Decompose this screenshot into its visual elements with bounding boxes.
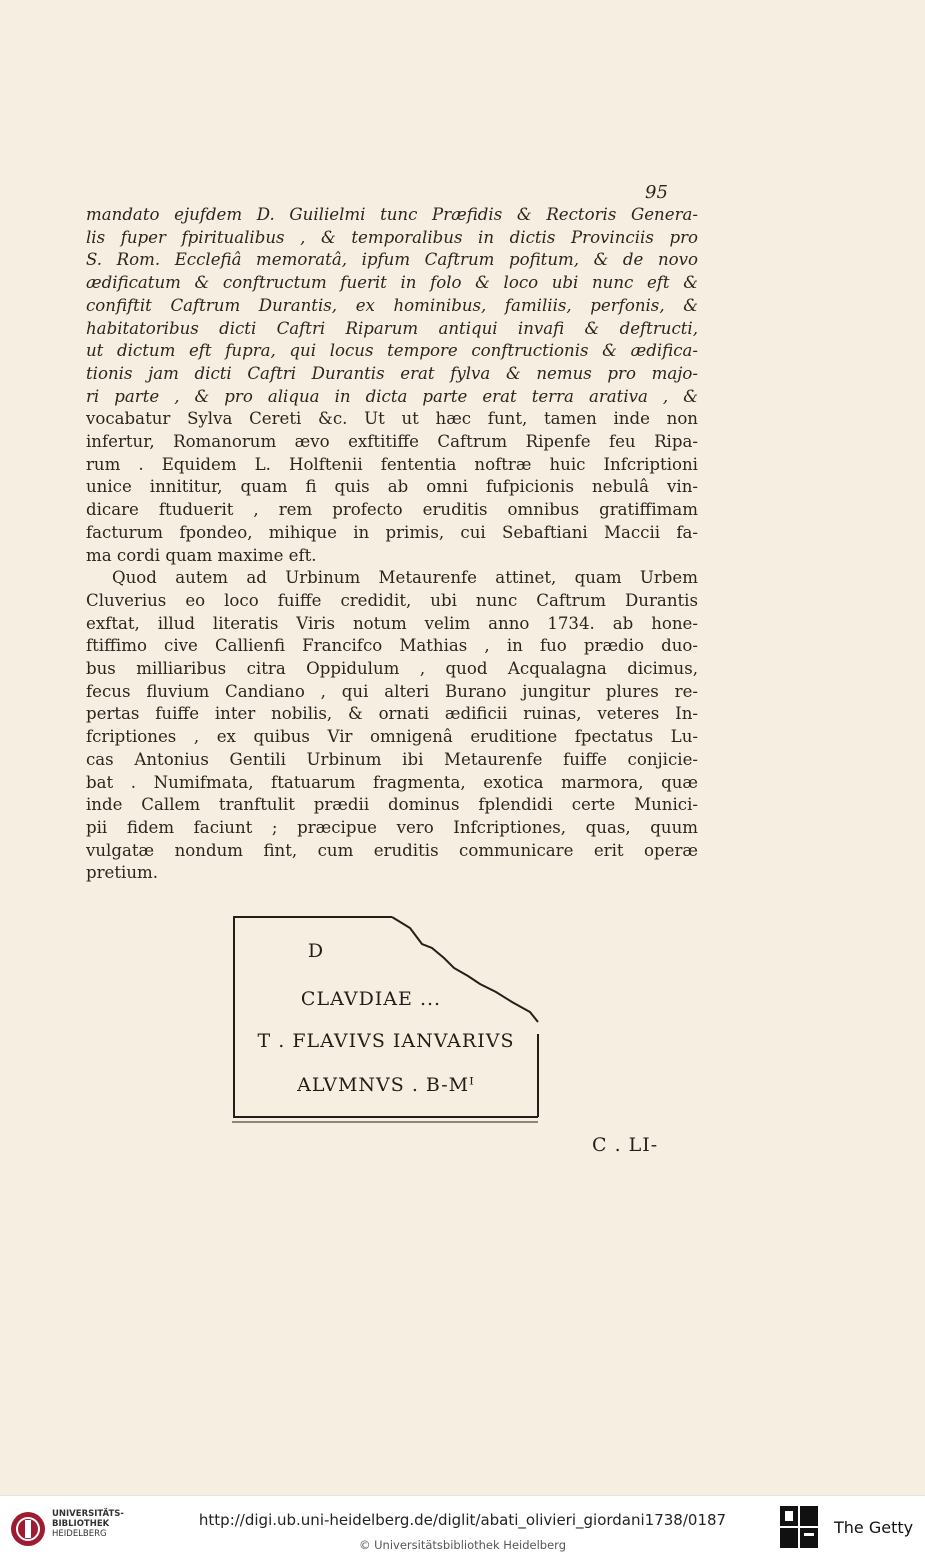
text-line: pertas fuiffe inter nobilis, & ornati ædificii ruinas, veteres In- [86,704,698,724]
text-line: inde Callem tranftulit prædii dominus fplendidi certe Munici- [86,795,698,815]
text-line: pretium. [86,863,159,883]
library-name-line: BIBLIOTHEK [52,1519,110,1529]
inscription-fragment [232,912,540,1124]
text-line: bus milliaribus citra Oppidulum , quod Acqualagna dicimus, [86,659,698,679]
getty-logo [780,1506,820,1550]
text-line: pii fidem faciunt ; præcipue vero Infcriptiones, quas, quum [86,817,698,837]
footer-bar [0,1495,925,1563]
text-line: dicare ftuduerit , rem profecto eruditis omnibus gratiffimam [86,500,698,520]
page-number: 95 [645,182,668,203]
text-line: Quod autem ad Urbinum Metaurenfe attinet, quam Urbem [112,568,698,588]
text-line: infertur, Romanorum ævo exftitiffe Caftrum Ripenfe feu Ripa- [86,432,698,452]
catchword: C . LI- [592,1134,659,1156]
text-line: vocabatur Sylva Cereti &c. Ut ut hæc funt, tamen inde non [86,409,698,429]
text-line: mandato ejufdem D. Guilielmi tunc Præfidis & Rectoris Genera- [86,205,698,224]
text-line: exftat, illud literatis Viris notum velim anno 1734. ab hone- [86,613,698,633]
text-line: ut dictum eft fupra, qui locus tempore conftructionis & ædifica- [86,341,698,361]
inscription-line: CLAVDIAE ... [300,988,442,1010]
permalink-url[interactable]: http://digi.ub.uni-heidelberg.de/diglit/abati_olivieri_giordani1738/0187 [198,1511,727,1529]
text-line: ædificatum & conftructum fuerit in folo & loco ubi nunc eft & [86,273,698,293]
text-line: bat . Numifmata, ftatuarum fragmenta, exotica marmora, quæ [86,772,698,792]
text-line: lis fuper fpiritualibus , & temporalibus in dictis Provinciis pro [86,227,698,247]
text-line: habitatoribus dicti Caftri Riparum antiqui invafi & deftructi, [86,318,698,338]
text-line: fcriptiones , ex quibus Vir omnigenâ eruditione fpectatus Lu- [86,727,698,747]
text-line: rum . Equidem L. Holftenii fententia noftræ huic Infcriptioni [86,454,698,474]
text-line: fecus fluvium Candiano , qui alteri Burano jungitur plures re- [86,681,698,701]
text-line: vulgatæ nondum fint, cum eruditis communicare erit operæ [86,840,698,860]
text-line: unice innititur, quam fi quis ab omni fufpicionis nebulâ vin- [86,477,698,497]
body-text [86,204,698,885]
partner-name: The Getty [834,1518,914,1537]
text-line: ri parte , & pro aliqua in dicta parte erat terra arativa , & [86,386,698,406]
text-line: confiftit Caftrum Durantis, ex hominibus, familiis, perfonis, & [86,295,698,315]
copyright-notice: © Universitätsbibliothek Heidelberg [358,1538,566,1552]
text-line: ftiffimo cive Callienfi Francifco Mathias , in fuo prædio duo- [86,636,698,656]
text-line: Cluverius eo loco fuiffe credidit, ubi nunc Caftrum Durantis [86,590,698,610]
library-name-line: UNIVERSITÄTS- [52,1509,124,1519]
text-line: cas Antonius Gentili Urbinum ibi Metaurenfe fuiffe conjicie- [86,749,698,769]
text-line: ma cordi quam maxime eft. [86,545,317,565]
inscription-line: ALVMNVS . B-Mᴵ [297,1074,475,1096]
inscription-line: T . FLAVIVS IANVARIVS [257,1030,515,1052]
text-line: tionis jam dicti Caftri Durantis erat fylva & nemus pro majo- [86,363,698,383]
text-line: facturum fpondeo, mihique in primis, cui Sebaftiani Maccii fa- [86,522,698,542]
text-line: S. Rom. Ecclefiâ memoratâ, ipfum Caftrum pofitum, & de novo [86,250,698,270]
inscription-line: D [307,940,325,962]
library-name-line: HEIDELBERG [52,1529,107,1539]
